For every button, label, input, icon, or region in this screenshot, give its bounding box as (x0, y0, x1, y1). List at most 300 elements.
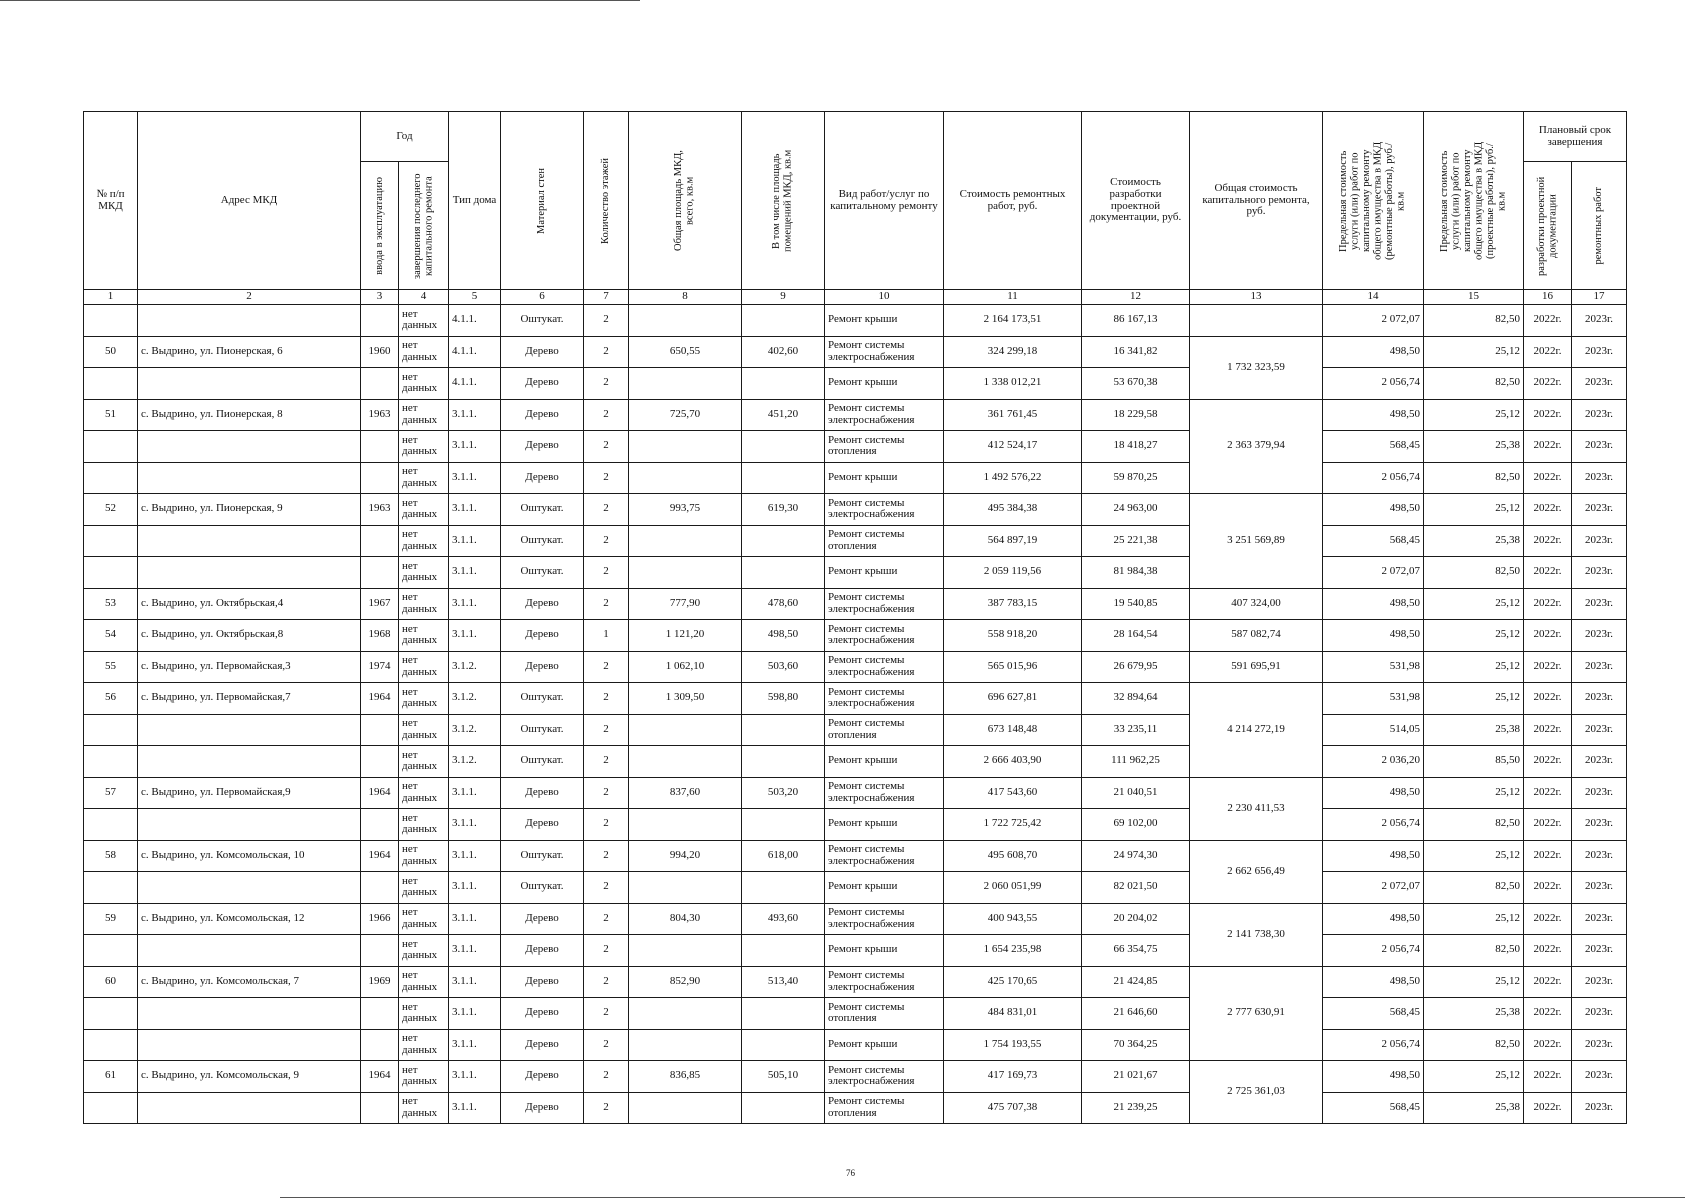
cell-design-cost: 26 679,95 (1082, 651, 1190, 683)
cell-premises-area: 402,60 (742, 336, 825, 368)
cell-last-repair: нет данных (399, 872, 449, 904)
column-number: 1 (84, 290, 138, 305)
design-deadline-label: разработки проектной документации (1535, 175, 1559, 276)
cell-total-area (629, 1029, 742, 1061)
cell-design-deadline: 2022г. (1524, 1029, 1572, 1061)
cell-total-area (629, 1092, 742, 1124)
column-number: 2 (138, 290, 361, 305)
cell-wall-material: Дерево (501, 1061, 584, 1093)
cell-premises-area: 598,80 (742, 683, 825, 715)
cell-wall-material: Оштукат. (501, 494, 584, 526)
column-number: 8 (629, 290, 742, 305)
cell-design-cost: 24 974,30 (1082, 840, 1190, 872)
cell-limit-repair: 498,50 (1323, 966, 1424, 998)
cell-limit-repair: 498,50 (1323, 588, 1424, 620)
cell-premises-area: 619,30 (742, 494, 825, 526)
cell-limit-design: 25,12 (1424, 620, 1524, 652)
cell-limit-design: 25,12 (1424, 336, 1524, 368)
cell-row-number (84, 525, 138, 557)
cell-design-deadline: 2022г. (1524, 1061, 1572, 1093)
cell-work-type: Ремонт системы электроснабжения (825, 336, 944, 368)
cell-commission-year (361, 746, 399, 778)
cell-limit-design: 25,12 (1424, 651, 1524, 683)
cell-premises-area: 498,50 (742, 620, 825, 652)
cell-total-area (629, 935, 742, 967)
cell-address (138, 714, 361, 746)
cell-wall-material: Дерево (501, 620, 584, 652)
cell-repair-cost: 2 666 403,90 (944, 746, 1082, 778)
cell-design-deadline: 2022г. (1524, 651, 1572, 683)
cell-row-number: 52 (84, 494, 138, 526)
cell-repair-cost: 495 608,70 (944, 840, 1082, 872)
cell-floors: 2 (584, 872, 629, 904)
cell-house-type: 3.1.1. (449, 588, 501, 620)
cell-repair-cost: 1 654 235,98 (944, 935, 1082, 967)
cell-limit-repair: 2 036,20 (1323, 746, 1424, 778)
cell-work-type: Ремонт системы электроснабжения (825, 1061, 944, 1093)
cell-design-cost: 70 364,25 (1082, 1029, 1190, 1061)
cell-last-repair: нет данных (399, 903, 449, 935)
cell-total-area: 777,90 (629, 588, 742, 620)
cell-row-number: 58 (84, 840, 138, 872)
cell-total-area (629, 557, 742, 589)
cell-work-type: Ремонт системы электроснабжения (825, 651, 944, 683)
cell-house-type: 3.1.1. (449, 1092, 501, 1124)
repair-schedule-table (83, 111, 1627, 1124)
cell-last-repair: нет данных (399, 494, 449, 526)
cell-work-type: Ремонт системы отопления (825, 525, 944, 557)
cell-repair-deadline: 2023г. (1572, 1092, 1627, 1124)
cell-last-repair: нет данных (399, 746, 449, 778)
cell-floors: 2 (584, 588, 629, 620)
cell-limit-repair: 2 072,07 (1323, 305, 1424, 337)
cell-premises-area (742, 714, 825, 746)
table-row (84, 1061, 1627, 1093)
cell-premises-area (742, 935, 825, 967)
cell-work-type: Ремонт крыши (825, 305, 944, 337)
cell-premises-area: 513,40 (742, 966, 825, 998)
cell-address (138, 431, 361, 463)
cell-wall-material: Оштукат. (501, 557, 584, 589)
cell-last-repair: нет данных (399, 525, 449, 557)
cell-address: с. Выдрино, ул. Пионерская, 8 (138, 399, 361, 431)
cell-wall-material: Дерево (501, 966, 584, 998)
cell-address (138, 368, 361, 400)
cell-premises-area (742, 872, 825, 904)
cell-design-deadline: 2022г. (1524, 620, 1572, 652)
cell-floors: 2 (584, 525, 629, 557)
col-floors-header (584, 112, 629, 290)
cell-row-number (84, 998, 138, 1030)
cell-repair-cost: 558 918,20 (944, 620, 1082, 652)
cell-row-number (84, 872, 138, 904)
cell-work-type: Ремонт системы электроснабжения (825, 620, 944, 652)
cell-limit-repair: 2 056,74 (1323, 1029, 1424, 1061)
cell-last-repair: нет данных (399, 1092, 449, 1124)
cell-commission-year (361, 305, 399, 337)
table-row (84, 588, 1627, 620)
cell-wall-material: Дерево (501, 431, 584, 463)
cell-total-area: 650,55 (629, 336, 742, 368)
cell-limit-repair: 2 072,07 (1323, 557, 1424, 589)
column-number: 17 (1572, 290, 1627, 305)
cell-repair-deadline: 2023г. (1572, 1029, 1627, 1061)
cell-design-deadline: 2022г. (1524, 462, 1572, 494)
cell-total-cost: 1 732 323,59 (1190, 336, 1323, 399)
cell-premises-area (742, 1029, 825, 1061)
limit-repair-label: Предельная стоимость услуги (или) работ по капитальному ремонту общего имущества в МКД (ремонтные работы), руб./кв.м (1338, 141, 1408, 260)
cell-row-number: 57 (84, 777, 138, 809)
cell-floors: 2 (584, 494, 629, 526)
cell-work-type: Ремонт системы отопления (825, 1092, 944, 1124)
cell-repair-cost: 417 169,73 (944, 1061, 1082, 1093)
cell-commission-year (361, 872, 399, 904)
col-work-type-header: Вид работ/услуг по капитальному ремонту (825, 112, 944, 290)
cell-last-repair: нет данных (399, 620, 449, 652)
repair-deadline-label: ремонтных работ (1593, 186, 1605, 265)
cell-limit-design: 82,50 (1424, 305, 1524, 337)
table-row (84, 998, 1627, 1030)
cell-total-area (629, 368, 742, 400)
cell-total-cost: 2 230 411,53 (1190, 777, 1323, 840)
column-number: 7 (584, 290, 629, 305)
cell-work-type: Ремонт системы отопления (825, 431, 944, 463)
cell-design-deadline: 2022г. (1524, 336, 1572, 368)
cell-limit-design: 25,12 (1424, 903, 1524, 935)
cell-floors: 1 (584, 620, 629, 652)
cell-floors: 2 (584, 1029, 629, 1061)
cell-work-type: Ремонт системы электроснабжения (825, 966, 944, 998)
col-total-area-header (629, 112, 742, 290)
cell-total-area: 1 062,10 (629, 651, 742, 683)
cell-design-cost: 16 341,82 (1082, 336, 1190, 368)
cell-design-deadline: 2022г. (1524, 903, 1572, 935)
last-repair-label: завершения последнего капитального ремонта (411, 172, 435, 279)
plan-group-header: Плановый срок завершения (1524, 112, 1627, 162)
cell-work-type: Ремонт системы электроснабжения (825, 777, 944, 809)
cell-house-type: 3.1.1. (449, 935, 501, 967)
cell-house-type: 3.1.1. (449, 840, 501, 872)
cell-address: с. Выдрино, ул. Первомайская,7 (138, 683, 361, 715)
cell-address (138, 557, 361, 589)
cell-total-area: 993,75 (629, 494, 742, 526)
column-number: 10 (825, 290, 944, 305)
cell-premises-area (742, 305, 825, 337)
cell-row-number: 55 (84, 651, 138, 683)
cell-repair-deadline: 2023г. (1572, 872, 1627, 904)
cell-row-number (84, 368, 138, 400)
wall-material-label: Материал стен (536, 167, 548, 234)
col-number-header: № п/п МКД (84, 112, 138, 290)
cell-limit-repair: 498,50 (1323, 336, 1424, 368)
cell-design-deadline: 2022г. (1524, 431, 1572, 463)
col-address-header: Адрес МКД (138, 112, 361, 290)
cell-wall-material: Оштукат. (501, 714, 584, 746)
cell-address (138, 525, 361, 557)
cell-floors: 2 (584, 903, 629, 935)
cell-row-number (84, 809, 138, 841)
cell-limit-design: 25,12 (1424, 1061, 1524, 1093)
cell-row-number (84, 462, 138, 494)
cell-total-area (629, 431, 742, 463)
cell-floors: 2 (584, 714, 629, 746)
cell-commission-year (361, 368, 399, 400)
cell-premises-area: 618,00 (742, 840, 825, 872)
cell-commission-year (361, 431, 399, 463)
cell-design-cost: 25 221,38 (1082, 525, 1190, 557)
cell-total-area (629, 714, 742, 746)
column-number: 12 (1082, 290, 1190, 305)
cell-address (138, 462, 361, 494)
cell-limit-design: 82,50 (1424, 1029, 1524, 1061)
cell-total-area: 1 121,20 (629, 620, 742, 652)
cell-wall-material: Оштукат. (501, 525, 584, 557)
cell-work-type: Ремонт системы отопления (825, 714, 944, 746)
cell-design-deadline: 2022г. (1524, 557, 1572, 589)
cell-commission-year (361, 1029, 399, 1061)
cell-limit-design: 25,12 (1424, 966, 1524, 998)
cell-house-type: 3.1.1. (449, 1061, 501, 1093)
cell-address: с. Выдрино, ул. Октябрьская,4 (138, 588, 361, 620)
cell-row-number: 54 (84, 620, 138, 652)
cell-house-type: 3.1.1. (449, 777, 501, 809)
cell-house-type: 3.1.1. (449, 620, 501, 652)
table-row (84, 872, 1627, 904)
cell-repair-cost: 387 783,15 (944, 588, 1082, 620)
cell-work-type: Ремонт крыши (825, 557, 944, 589)
cell-limit-repair: 2 056,74 (1323, 462, 1424, 494)
cell-total-area (629, 809, 742, 841)
cell-row-number: 59 (84, 903, 138, 935)
column-number: 15 (1424, 290, 1524, 305)
cell-floors: 2 (584, 809, 629, 841)
cell-commission-year (361, 1092, 399, 1124)
cell-repair-cost: 2 164 173,51 (944, 305, 1082, 337)
commission-year-label: ввода в эксплуатацию (373, 176, 385, 275)
cell-work-type: Ремонт крыши (825, 746, 944, 778)
cell-floors: 2 (584, 651, 629, 683)
table-row (84, 431, 1627, 463)
cell-work-type: Ремонт крыши (825, 1029, 944, 1061)
cell-house-type: 3.1.2. (449, 683, 501, 715)
total-area-label: Общая площадь МКД, всего, кв.м (673, 150, 696, 251)
cell-repair-deadline: 2023г. (1572, 399, 1627, 431)
table-row (84, 966, 1627, 998)
cell-address: с. Выдрино, ул. Октябрьская,8 (138, 620, 361, 652)
cell-address: с. Выдрино, ул. Комсомольская, 10 (138, 840, 361, 872)
cell-limit-repair: 568,45 (1323, 525, 1424, 557)
cell-design-deadline: 2022г. (1524, 525, 1572, 557)
cell-work-type: Ремонт системы электроснабжения (825, 683, 944, 715)
cell-address: с. Выдрино, ул. Комсомольская, 9 (138, 1061, 361, 1093)
cell-repair-cost: 564 897,19 (944, 525, 1082, 557)
table-row (84, 336, 1627, 368)
cell-last-repair: нет данных (399, 651, 449, 683)
cell-row-number (84, 1029, 138, 1061)
floors-label: Количество этажей (600, 157, 612, 244)
cell-address (138, 935, 361, 967)
table-row (84, 935, 1627, 967)
cell-last-repair: нет данных (399, 998, 449, 1030)
cell-limit-design: 25,12 (1424, 588, 1524, 620)
cell-address: с. Выдрино, ул. Пионерская, 9 (138, 494, 361, 526)
cell-floors: 2 (584, 746, 629, 778)
cell-total-cost: 587 082,74 (1190, 620, 1323, 652)
cell-limit-design: 85,50 (1424, 746, 1524, 778)
table-row (84, 620, 1627, 652)
cell-repair-deadline: 2023г. (1572, 494, 1627, 526)
cell-total-cost: 4 214 272,19 (1190, 683, 1323, 778)
cell-last-repair: нет данных (399, 462, 449, 494)
cell-limit-repair: 498,50 (1323, 494, 1424, 526)
cell-total-cost (1190, 305, 1323, 337)
cell-commission-year (361, 935, 399, 967)
cell-design-cost: 81 984,38 (1082, 557, 1190, 589)
cell-total-area (629, 525, 742, 557)
cell-house-type: 3.1.2. (449, 746, 501, 778)
cell-work-type: Ремонт крыши (825, 809, 944, 841)
cell-work-type: Ремонт системы электроснабжения (825, 903, 944, 935)
cell-design-deadline: 2022г. (1524, 746, 1572, 778)
cell-design-deadline: 2022г. (1524, 683, 1572, 715)
cell-premises-area (742, 998, 825, 1030)
cell-total-cost: 2 141 738,30 (1190, 903, 1323, 966)
cell-address (138, 998, 361, 1030)
col-premises-area-header (742, 112, 825, 290)
cell-repair-deadline: 2023г. (1572, 588, 1627, 620)
cell-floors: 2 (584, 399, 629, 431)
cell-commission-year: 1974 (361, 651, 399, 683)
cell-repair-cost: 1 338 012,21 (944, 368, 1082, 400)
column-number: 5 (449, 290, 501, 305)
cell-total-area: 804,30 (629, 903, 742, 935)
table-row (84, 840, 1627, 872)
cell-limit-design: 82,50 (1424, 809, 1524, 841)
cell-limit-design: 25,12 (1424, 840, 1524, 872)
cell-premises-area (742, 462, 825, 494)
cell-design-cost: 33 235,11 (1082, 714, 1190, 746)
cell-repair-deadline: 2023г. (1572, 1061, 1627, 1093)
cell-limit-repair: 531,98 (1323, 651, 1424, 683)
cell-house-type: 3.1.2. (449, 714, 501, 746)
cell-floors: 2 (584, 840, 629, 872)
cell-work-type: Ремонт крыши (825, 935, 944, 967)
table-header (84, 112, 1627, 305)
cell-premises-area: 503,60 (742, 651, 825, 683)
cell-design-cost: 28 164,54 (1082, 620, 1190, 652)
cell-total-area: 837,60 (629, 777, 742, 809)
cell-total-area (629, 462, 742, 494)
cell-house-type: 3.1.2. (449, 651, 501, 683)
cell-commission-year: 1964 (361, 1061, 399, 1093)
cell-last-repair: нет данных (399, 683, 449, 715)
cell-design-cost: 21 040,51 (1082, 777, 1190, 809)
cell-last-repair: нет данных (399, 588, 449, 620)
cell-work-type: Ремонт крыши (825, 368, 944, 400)
cell-address (138, 1092, 361, 1124)
table-row (84, 494, 1627, 526)
cell-wall-material: Оштукат. (501, 683, 584, 715)
col-repair-deadline-header (1572, 162, 1627, 290)
cell-total-area (629, 746, 742, 778)
table-row (84, 557, 1627, 589)
cell-house-type: 3.1.1. (449, 998, 501, 1030)
cell-design-deadline: 2022г. (1524, 777, 1572, 809)
cell-premises-area (742, 1092, 825, 1124)
cell-limit-repair: 2 056,74 (1323, 935, 1424, 967)
cell-last-repair: нет данных (399, 336, 449, 368)
cell-commission-year (361, 557, 399, 589)
scan-line-bottom (280, 1197, 1685, 1198)
col-design-cost-header: Стоимость разработки проектной документации, руб. (1082, 112, 1190, 290)
cell-wall-material: Оштукат. (501, 305, 584, 337)
cell-limit-design: 25,38 (1424, 714, 1524, 746)
cell-floors: 2 (584, 431, 629, 463)
cell-wall-material: Оштукат. (501, 746, 584, 778)
cell-address (138, 872, 361, 904)
cell-total-cost: 2 662 656,49 (1190, 840, 1323, 903)
cell-floors: 2 (584, 966, 629, 998)
cell-floors: 2 (584, 557, 629, 589)
cell-design-deadline: 2022г. (1524, 494, 1572, 526)
cell-limit-repair: 2 056,74 (1323, 368, 1424, 400)
cell-premises-area (742, 809, 825, 841)
cell-address: с. Выдрино, ул. Комсомольская, 7 (138, 966, 361, 998)
cell-total-area: 852,90 (629, 966, 742, 998)
cell-repair-deadline: 2023г. (1572, 966, 1627, 998)
cell-total-cost: 407 324,00 (1190, 588, 1323, 620)
cell-row-number: 56 (84, 683, 138, 715)
cell-house-type: 3.1.1. (449, 903, 501, 935)
cell-design-cost: 24 963,00 (1082, 494, 1190, 526)
cell-repair-deadline: 2023г. (1572, 305, 1627, 337)
cell-design-deadline: 2022г. (1524, 588, 1572, 620)
cell-repair-deadline: 2023г. (1572, 746, 1627, 778)
cell-repair-deadline: 2023г. (1572, 809, 1627, 841)
cell-total-area (629, 872, 742, 904)
cell-work-type: Ремонт крыши (825, 872, 944, 904)
cell-commission-year (361, 998, 399, 1030)
cell-limit-design: 25,38 (1424, 431, 1524, 463)
cell-limit-repair: 514,05 (1323, 714, 1424, 746)
cell-total-area: 1 309,50 (629, 683, 742, 715)
cell-limit-design: 25,12 (1424, 683, 1524, 715)
cell-premises-area: 478,60 (742, 588, 825, 620)
cell-address (138, 746, 361, 778)
cell-repair-deadline: 2023г. (1572, 431, 1627, 463)
cell-design-cost: 111 962,25 (1082, 746, 1190, 778)
cell-total-cost: 2 725 361,03 (1190, 1061, 1323, 1124)
cell-repair-deadline: 2023г. (1572, 903, 1627, 935)
cell-premises-area: 493,60 (742, 903, 825, 935)
cell-design-cost: 21 424,85 (1082, 966, 1190, 998)
cell-limit-design: 25,38 (1424, 525, 1524, 557)
cell-repair-deadline: 2023г. (1572, 368, 1627, 400)
column-number-row (84, 290, 1627, 305)
cell-limit-design: 82,50 (1424, 872, 1524, 904)
cell-design-cost: 86 167,13 (1082, 305, 1190, 337)
cell-repair-deadline: 2023г. (1572, 620, 1627, 652)
cell-address (138, 305, 361, 337)
cell-wall-material: Дерево (501, 777, 584, 809)
cell-repair-cost: 324 299,18 (944, 336, 1082, 368)
cell-repair-deadline: 2023г. (1572, 714, 1627, 746)
cell-row-number (84, 1092, 138, 1124)
cell-floors: 2 (584, 777, 629, 809)
cell-last-repair: нет данных (399, 809, 449, 841)
cell-design-cost: 21 021,67 (1082, 1061, 1190, 1093)
cell-design-cost: 21 646,60 (1082, 998, 1190, 1030)
